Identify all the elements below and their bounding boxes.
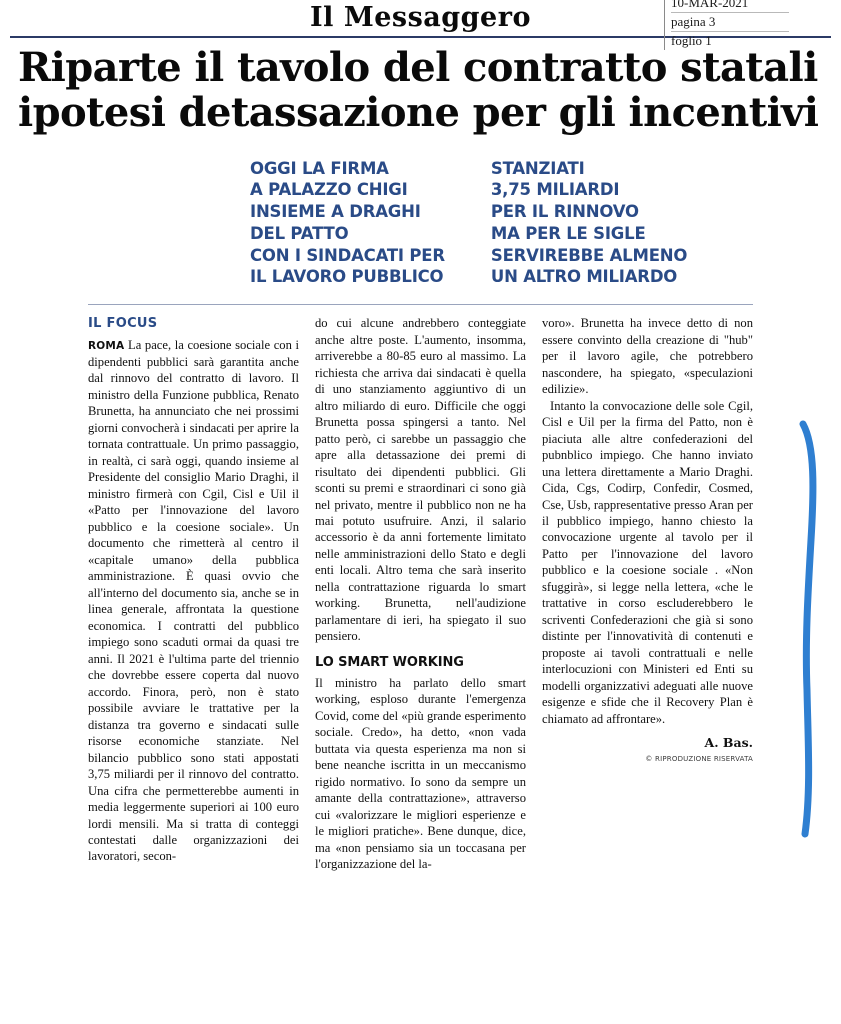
kicker-left-line-5: CON I SINDACATI PER — [250, 245, 445, 265]
kicker-right-line-6: UN ALTRO MILIARDO — [490, 267, 678, 287]
kicker-left-line-2: A PALAZZO CHIGI — [250, 180, 408, 200]
column-2 — [315, 315, 526, 1015]
column-3 — [542, 315, 753, 1015]
kicker-left-line-4: DEL PATTO — [250, 223, 349, 243]
copyright-line: © RIPRODUZIONE RISERVATA — [645, 754, 753, 763]
headline-line-2: ipotesi detassazione per gli incentivi — [18, 88, 819, 136]
focus-label: IL FOCUS — [88, 316, 158, 332]
kicker-right-line-5: SERVIREBBE ALMENO — [490, 245, 688, 265]
kicker-right-line-2: 3,75 MILIARDI — [490, 180, 620, 200]
column-1 — [88, 315, 299, 1015]
clipping-page: pagina 3 — [671, 13, 789, 32]
article-body — [88, 315, 753, 1015]
clipping-sheet: foglio 1 — [671, 32, 712, 48]
author-signature: A. Bas. — [704, 735, 753, 751]
page-title — [18, 46, 823, 136]
kicker-right-line-1: STANZIATI — [490, 158, 585, 178]
kicker-right-line-3: PER IL RINNOVO — [490, 202, 639, 222]
handwritten-bracket-annotation — [781, 420, 821, 840]
column-2-subhead: LO SMART WORKING — [315, 654, 464, 670]
kicker-left — [250, 158, 445, 289]
column-1-paragraph-1 — [88, 337, 299, 865]
body-rule — [88, 304, 753, 305]
headline-line-1: Riparte il tavolo del contratto statali — [18, 44, 818, 91]
dateline: ROMA — [88, 340, 125, 353]
masthead — [0, 0, 841, 48]
kicker-group — [250, 158, 841, 289]
kicker-left-line-6: IL LAVORO PUBBLICO — [250, 267, 444, 287]
clipping-date: 10-MAR-2021 — [671, 0, 789, 13]
column-2-paragraph-1: do cui alcune andrebbero conteggiate anche altre poste. L'aumento, insomma, arriverebbe a 80-85 euro al massimo. La richiesta che arriva dai sindacati è quella di uno stanziamento aggiuntivo di un altro miliardo di euro. Difficile che oggi Brunetta possa spingersi a tanto. Nel patto però, ci sarebbe un passaggio che apre alla detassazione dei premi di risultato dei dipendenti pubblici. Gli sconti su premi e straordinari ci sono già nel privato, mentre il pubblico non ne ha mai potuto usufruire. Anzi, il salario accessorio è da anni fortemente limitato nelle amministrazioni dello Stato e degli enti locali. Altro tema che sarà inserito nella contrattazione riguarda lo smart working. Brunetta, nell'audizione parlamentare di ieri, ha spiegato il suo pensiero. — [315, 316, 526, 644]
column-1-text: La pace, la coesione sociale con i dipendenti pubblici sarà garantita anche dal rinnovo del contratto di lavoro. Il ministro della Funzione pubblica, Renato Brunetta, ha annunciato che nei prossimi giorni convocherà i sindacati per aprire la tornata contrattuale. Un primo passaggio, in realtà, ci sarà oggi, quando insieme al Presidente del consiglio Mario Draghi, il ministro firmerà con Cgil, Cisl e Uil il «Patto per l'innovazione del lavoro pubblico e la coesione sociale». Un documento che rimetterà al centro il «capitale umano» della pubblica amministrazione. È quasi ovvio che all'interno del documento sia, anche se in linea generale, affrontata la questione economica. I contratti del pubblico impiego sono scaduti ormai da quasi tre anni. Il 2021 è l'ultima parte del triennio che dovrebbe essere coperta dal nuovo accordo. Finora, però, non è stato possibile avviare le trattative per la distanza tra governo e sindacati sulle risorse economiche stanziate. Nel bilancio pubblico sono stati appostati 3,75 miliardi per il rinnovo del contratto. Una cifra che permetterebbe aumenti in media leggermente superiori ai 100 euro lordi mensili. Ma si tratta di conteggi contestati dalle organizzazioni dei lavoratori, secon- — [88, 338, 299, 864]
column-3-paragraph-2: Intanto la convocazione delle sole Cgil, Cisl e Uil per la firma del Patto, non è piaciuta alle altre confederazioni del pubnblico impiego. Che hanno inviato una lettera direttamente a Mario Draghi. Cida, Cgs, Codirp, Confedir, Cosmed, Cse, Usb, rappresentative presso Aran per il pubblico impiego, hanno chiesto la convocazione urgente al tavolo per il Patto per l'innovazione del lavoro pubblico e la coesione sociale . «Non sfuggirà», si legge nella lettera, «che le trattative in corso escluderebbero le scriventi Confederazioni che già si sono distinte per l'innovatività di contenuti e proposte ai tavoli contrattuali e nelle interlocuzioni con Ministeri ed Enti su modelli organizzativi adeguati alle nuove esigenze e sfide che il Recovery Plan è chiamato ad affrontare». — [542, 398, 753, 726]
clipping-stamp — [664, 0, 789, 50]
kicker-right — [491, 158, 687, 289]
column-3-paragraph-1: voro». Brunetta ha invece detto di non essere convinto della creazione di "hub" per il lavoro agile, che potrebbero nascondere, ha spiegato, «speculazioni edilizie». — [542, 316, 753, 397]
kicker-left-line-1: OGGI LA FIRMA — [250, 158, 389, 178]
column-2-paragraph-2: Il ministro ha parlato dello smart working, esploso durante l'emergenza Covid, come del «più grande esperimento sociale. Credo», ha detto, «non vada buttata via questa esperienza ma non si bene neanche iscritta in un meccanismo rigido normativo. Io sono da sempre un amante della contrattazione», attraverso cui «valorizzare le migliori esperienze e le migliori pratiche». Bene dunque, dice, ma «non pensiamo sia un toccasana per l'organizzazione del la- — [315, 675, 526, 872]
newspaper-title: Il Messaggero — [310, 2, 531, 33]
kicker-right-line-4: MA PER LE SIGLE — [490, 223, 646, 243]
kicker-left-line-3: INSIEME A DRAGHI — [250, 202, 421, 222]
